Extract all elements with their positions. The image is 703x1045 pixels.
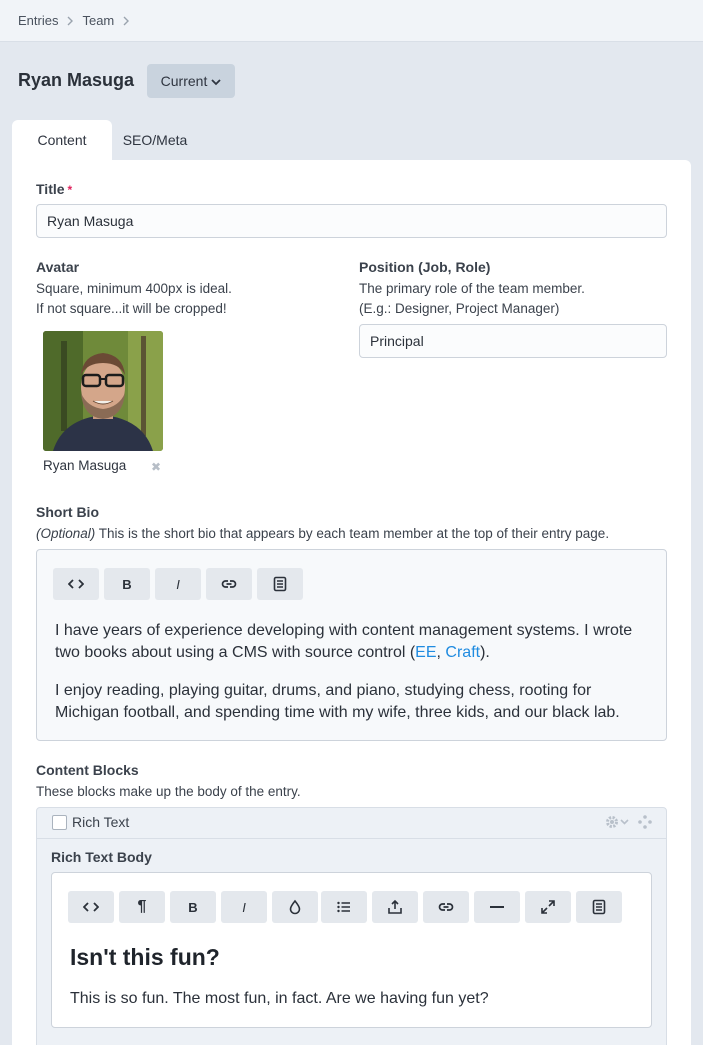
position-instructions: [359, 279, 585, 319]
short-bio-instructions-text: This is the short bio that appears by each team member at the top of their entry page.: [95, 526, 610, 541]
chevron-down-icon: [211, 78, 221, 86]
short-bio-paragraph-2: [55, 680, 620, 724]
expand-icon[interactable]: [525, 891, 571, 923]
avatar-instructions-line1: Square, minimum 400px is ideal.: [36, 281, 232, 296]
code-icon[interactable]: [53, 568, 99, 600]
rich-text-heading: Isn't this fun?: [70, 944, 220, 970]
short-bio-instructions: [36, 524, 609, 544]
italic-icon[interactable]: I: [221, 891, 267, 923]
status-label: Current: [160, 73, 208, 89]
title-label: [36, 181, 72, 197]
block-title: Rich Text: [72, 814, 130, 830]
position-input[interactable]: [359, 324, 667, 358]
link-icon[interactable]: [206, 568, 252, 600]
tab-seo-meta[interactable]: SEO/Meta: [122, 132, 188, 148]
drag-handle-icon[interactable]: [638, 815, 652, 829]
status-dropdown[interactable]: [147, 64, 235, 98]
source-icon[interactable]: [576, 891, 622, 923]
bio-p1-end: ).: [480, 644, 490, 661]
code-icon[interactable]: [68, 891, 114, 923]
avatar-file-name: Ryan Masuga: [43, 458, 127, 473]
position-instructions-line1: The primary role of the team member.: [359, 281, 585, 296]
bold-icon[interactable]: B: [104, 568, 150, 600]
horizontal-rule-icon[interactable]: [474, 891, 520, 923]
chevron-right-icon: [122, 16, 130, 26]
title-label-text: Title: [36, 181, 65, 197]
bio-p1-line2: [55, 642, 632, 664]
tab-content[interactable]: Content: [12, 120, 112, 160]
block-select-checkbox[interactable]: [52, 815, 67, 830]
rich-text-paragraph: This is so fun. The most fun, in fact. Are we having fun yet?: [70, 990, 489, 1007]
link-ee[interactable]: EE: [415, 644, 437, 661]
list-icon[interactable]: [321, 891, 367, 923]
breadcrumb: [0, 0, 703, 42]
upload-icon[interactable]: [372, 891, 418, 923]
chevron-right-icon: [66, 16, 74, 26]
bio-p2-line1: I enjoy reading, playing guitar, drums, and piano, studying chess, rooting for: [55, 682, 592, 699]
content-blocks-label: Content Blocks: [36, 762, 139, 778]
content-blocks-instructions: These blocks make up the body of the entry.: [36, 784, 301, 799]
drop-icon[interactable]: [272, 891, 318, 923]
remove-icon[interactable]: ✖: [151, 460, 162, 474]
rich-text-body-label: Rich Text Body: [51, 849, 152, 865]
paragraph-icon[interactable]: ¶: [119, 891, 165, 923]
link-craft[interactable]: Craft: [445, 644, 481, 661]
title-input[interactable]: [36, 204, 667, 238]
bio-p1-comma: ,: [436, 644, 446, 661]
short-bio-paragraph-1: [55, 620, 632, 664]
block-divider: [37, 838, 666, 839]
page-title: Ryan Masuga: [18, 70, 135, 90]
bio-p1-line2-text: two books about using a CMS with source control (: [55, 644, 416, 661]
avatar-image[interactable]: [43, 331, 163, 451]
italic-icon[interactable]: I: [155, 568, 201, 600]
bio-p1-line1: I have years of experience developing with content management systems. I wrote: [55, 622, 633, 639]
breadcrumb-entries[interactable]: Entries: [18, 13, 59, 28]
bold-icon[interactable]: B: [170, 891, 216, 923]
bio-p2-line2: Michigan football, and spending time with my wife, three kids, and our black lab.: [55, 704, 620, 721]
avatar-label: Avatar: [36, 259, 80, 275]
optional-tag: (Optional): [36, 526, 96, 541]
required-mark: *: [67, 183, 73, 197]
link-icon[interactable]: [423, 891, 469, 923]
source-icon[interactable]: [257, 568, 303, 600]
position-label: Position (Job, Role): [359, 259, 491, 275]
gear-icon[interactable]: [605, 814, 631, 830]
position-instructions-line2: (E.g.: Designer, Project Manager): [359, 301, 560, 316]
avatar-instructions: [36, 279, 232, 319]
short-bio-label: Short Bio: [36, 504, 99, 520]
position-input-value: Principal: [370, 333, 424, 349]
avatar-instructions-line2: If not square...it will be cropped!: [36, 301, 227, 316]
breadcrumb-team[interactable]: Team: [82, 13, 115, 28]
title-input-value: Ryan Masuga: [47, 213, 134, 229]
